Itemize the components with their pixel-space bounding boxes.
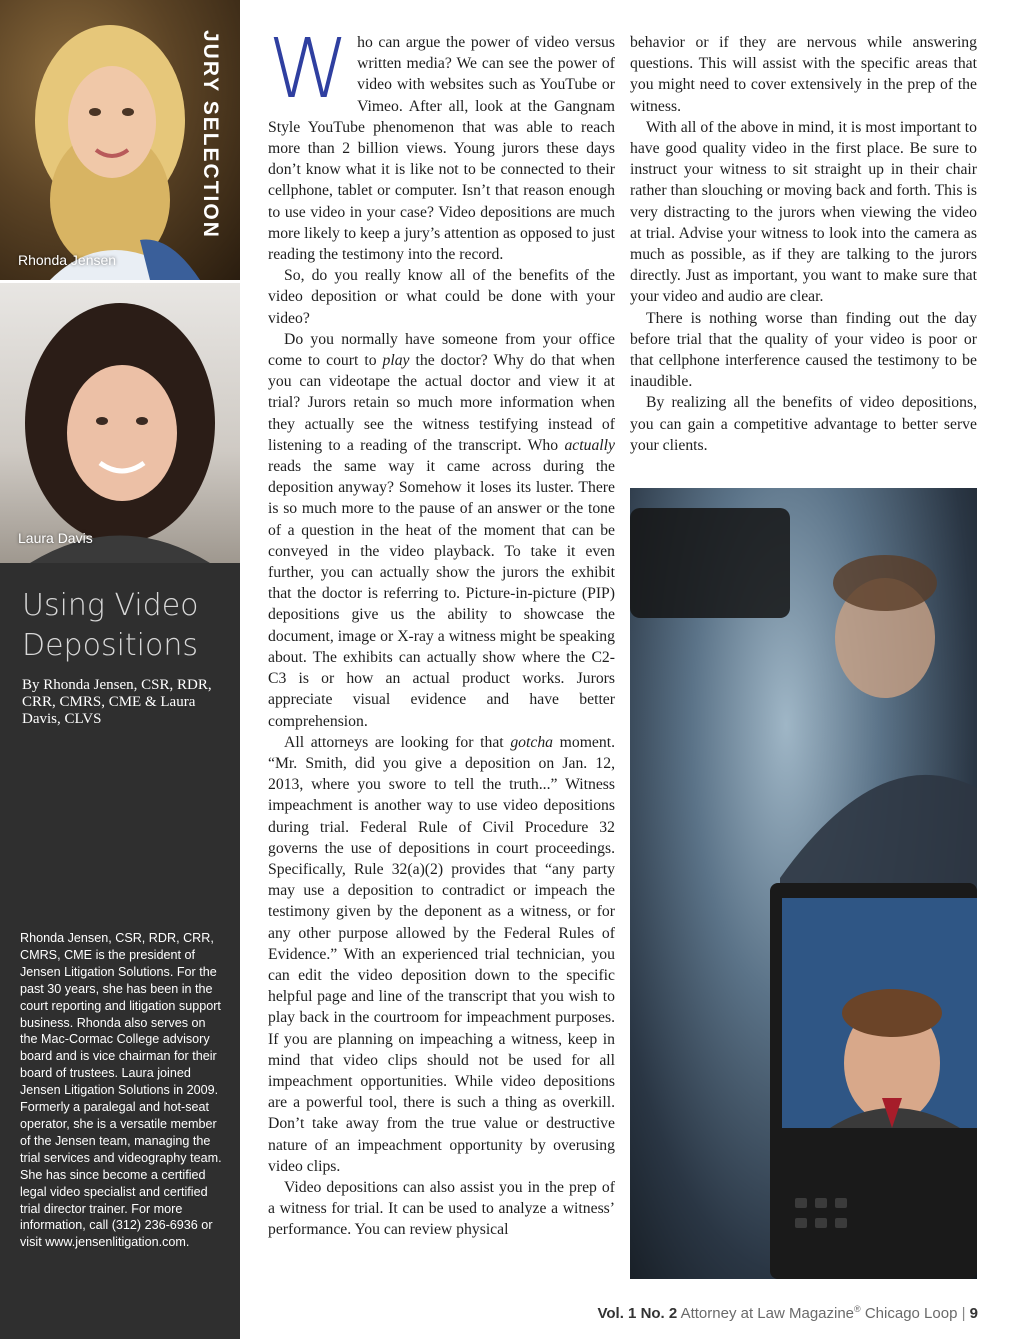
portrait-laura-illustration bbox=[0, 283, 240, 563]
author-bio: Rhonda Jensen, CSR, RDR, CRR, CMRS, CME is the president of Jensen Litigation Solutions. For the past 30 years, she has been in the court reporting and litigation support business. Rhonda also serves on the Mac-Cormac College advisory board and is vice chairman for their board of trustees. Laura joined Jensen Litigation Solutions in 2009. Formerly a paralegal and hot-seat operator, she is a versatile member of the Jensen team, managing the trial services and videography team. She has since become a certified legal video specialist and certified trial director trainer. For more information, call (312) 236-6936 or visit www.jensenlitigation.com. bbox=[20, 931, 222, 1250]
footer-separator: | bbox=[957, 1305, 970, 1322]
article-column-2 bbox=[630, 32, 977, 456]
article-column-1 bbox=[268, 22, 615, 1241]
magazine-name: Attorney at Law Magazine® Chicago Loop bbox=[680, 1304, 958, 1322]
page-footer bbox=[598, 1304, 979, 1322]
paragraph: behavior or if they are nervous while answering questions. This will assist with the specific areas that you might need to cover extensively in the prep of the witness. bbox=[630, 34, 977, 115]
paragraph: By realizing all the benefits of video depositions, you can gain a competitive advantage to better serve your clients. bbox=[630, 394, 977, 454]
sidebar bbox=[0, 0, 240, 1339]
article-title: Using Video Depositions bbox=[22, 588, 199, 663]
paragraph: With all of the above in mind, it is most important to have good quality video in the first place. Be sure to instruct your witness to sit straight up in their chair rather than slouching or moving back and forth. This is very distracting to the jurors when viewing the video at trial. Advise your witness to look into the camera as much as possible, as if they are talking to the jurors directly. Just as important, you want to make sure that your video and audio are clear. bbox=[630, 118, 977, 306]
byline: By Rhonda Jensen, CSR, RDR, CRR, CMRS, CME & Laura Davis, CLVS bbox=[22, 677, 212, 727]
drop-cap: W bbox=[268, 22, 350, 117]
issue-volume: Vol. 1 No. 2 bbox=[597, 1305, 678, 1322]
video-deposition-photo bbox=[630, 488, 977, 1279]
witness-scene-illustration bbox=[630, 488, 977, 1279]
paragraph: All attorneys are looking for that gotcha moment. “Mr. Smith, did you give a deposition on Jan. 12, 2013, where you swore to tell the truth...” Witness impeachment is another way to use video depositions during trial. Federal Rule of Civil Procedure 32 governs the use of depositions in court proceedings. Specifically, Rule 32(a)(2) provides that “any party may use a deposition to contradict or impeach the testimony given by the deponent as a witness, or for any other purpose allowed by the Federal Rules of Evidence.” With an experienced trial technician, you can edit the video deposition down to the specific helpful page and line of the transcript that you wish to play back in the courtroom for impeachment purposes. If you are planning on impeaching a witness, keep in mind that video clips should not be used for all impeachment opportunities. While video depositions are a powerful tool, there is such a thing as overkill. Don’t take away from the true value or destructive nature of an impeachment opportunity by overusing video clips. bbox=[268, 733, 615, 1175]
section-label: JURY SELECTION bbox=[199, 30, 222, 239]
author-photo-laura bbox=[0, 283, 240, 563]
paragraph: Who can argue the power of video versus written media? We can see the power of video with websites such as YouTube or Vimeo. After all, look at the Gangnam Style YouTube phenomenon that was able to reach more than 2 billion views. Young jurors these days don’t know what it is like not to be connected to their cellphone, tablet or computer. Isn’t that reason enough to use video in your case? Video depositions are much more likely to keep a jury’s attention as opposed to just reading the testimony into the record. bbox=[268, 22, 615, 264]
paragraph: There is nothing worse than finding out the day before trial that the quality of your video is poor or that cellphone interference caused the testimony to be inaudible. bbox=[630, 309, 977, 391]
photo-caption-laura: Laura Davis bbox=[18, 530, 93, 546]
paragraph: Video depositions can also assist you in the prep of a witness for trial. It can be used to analyze a witness’ performance. You can review physical bbox=[268, 1178, 615, 1239]
author-photo-rhonda bbox=[0, 0, 240, 280]
paragraph: Do you normally have someone from your office come to court to play the doctor? Why do that when you can videotape the actual doctor and view it at trial? Jurors retain so much more information when they actually see the witness testifying instead of listening to a reading of the transcript. Who actually reads the same way it came across during the deposition anyway? Somehow it loses its luster. There is so much more to the pause of an answer or the tone of a question in the heat of the moment that can be conveyed in the video playback. To take it even further, you can actually show the jurors the exhibit that the doctor is referring to. Picture-in-picture (PIP) depositions give us the ability to showcase the document, image or X-ray a witness might be speaking about. The exhibits can actually show where the C2-C3 is or how an actual product works. Jurors appreciate visual evidence and have better comprehension. bbox=[268, 330, 615, 730]
page-number: 9 bbox=[969, 1305, 978, 1322]
paragraph: So, do you really know all of the benefits of the video deposition or what could be done with your video? bbox=[268, 267, 615, 327]
photo-caption-rhonda: Rhonda Jensen bbox=[18, 252, 117, 268]
